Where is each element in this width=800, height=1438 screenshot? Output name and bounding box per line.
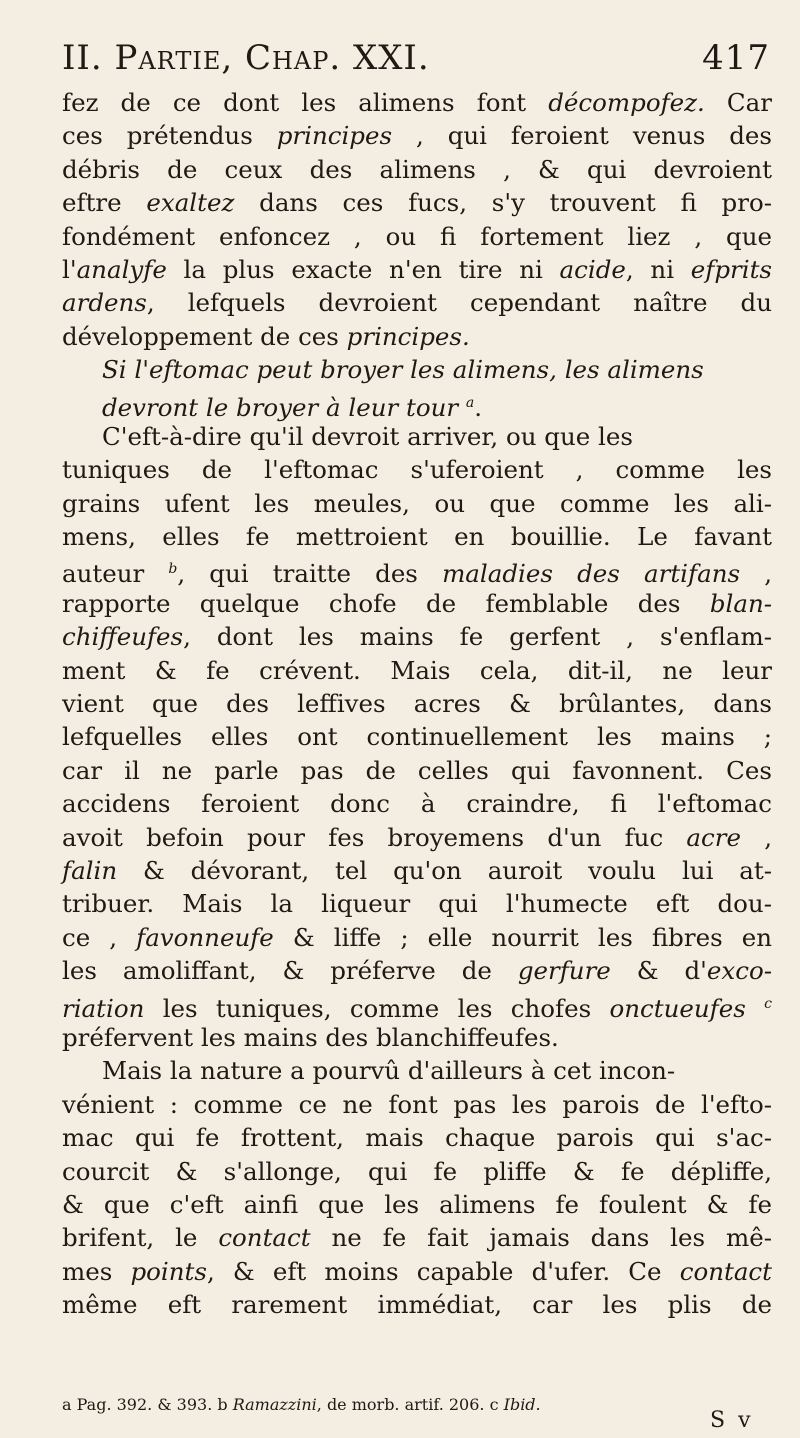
- text-segment: onctueufes: [609, 993, 746, 1023]
- text-segment: vénient : comme ce ne font pas les parois de l'efto-: [62, 1089, 772, 1119]
- text-line: [62, 487, 772, 520]
- text-segment: , dont les mains fe gerfent , s'enflam-: [183, 622, 772, 652]
- text-line: [62, 553, 772, 589]
- footnote-ref: c: [764, 995, 772, 1012]
- text-segment: décompofez.: [548, 88, 705, 117]
- text-line: [62, 1188, 772, 1221]
- text-line: [62, 1155, 772, 1188]
- text-line: [62, 353, 772, 386]
- text-segment: tuniques de l'eftomac s'uferoient , comme les: [62, 455, 772, 485]
- text-line: [62, 320, 772, 353]
- text-segment: principes: [276, 121, 393, 151]
- text-line: [62, 220, 772, 253]
- text-segment: fez de ce dont les alimens font: [62, 88, 549, 117]
- text-segment: gerfure: [517, 956, 611, 986]
- text-segment: principes.: [346, 321, 470, 351]
- text-segment: , & eft moins capable d'ufer. Ce: [206, 1256, 680, 1286]
- text-line: [62, 1021, 772, 1054]
- text-segment: falin: [62, 855, 118, 885]
- text-segment: les amoliffant, & préferve de: [62, 956, 518, 986]
- text-segment: ce ,: [62, 922, 137, 952]
- text-line: [62, 286, 772, 319]
- text-segment: ,: [740, 559, 772, 589]
- text-segment: même eft rarement immédiat, car les plis de: [62, 1290, 772, 1320]
- text-segment: , ni: [625, 254, 691, 284]
- text-segment: mens, elles fe mettroient en bouillie. Le favant: [62, 522, 772, 552]
- text-line: [62, 186, 772, 219]
- text-segment: accidens feroient donc à craindre, fi l'eftomac: [62, 789, 772, 819]
- text-segment: ardens: [62, 288, 147, 318]
- text-segment: acide: [559, 254, 626, 284]
- text-segment: devront le broyer à leur tour: [102, 392, 466, 422]
- text-segment: mac qui fe frottent, mais chaque parois qui s'ac-: [62, 1123, 772, 1153]
- running-head: [62, 38, 770, 78]
- text-line: [62, 988, 772, 1021]
- text-segment: la plus exacte n'en tire ni: [166, 254, 560, 284]
- text-line: [62, 420, 772, 453]
- text-line: [62, 119, 772, 152]
- text-line: [62, 387, 772, 420]
- text-line: [62, 153, 772, 186]
- text-segment: Car: [704, 88, 772, 117]
- text-line: [62, 86, 772, 119]
- text-segment: exaltez: [146, 188, 235, 218]
- text-line: [62, 1221, 772, 1254]
- text-segment: rapporte quelque chofe de femblable des: [62, 588, 710, 618]
- text-segment: car il ne parle pas de celles qui favonnent. Ces: [62, 755, 772, 785]
- text-segment: .: [474, 392, 483, 422]
- text-line: [62, 854, 772, 887]
- text-line: [62, 954, 772, 987]
- text-segment: ,: [740, 822, 773, 852]
- text-segment: les tuniques, comme les chofes: [144, 993, 610, 1023]
- text-segment: développement de ces: [62, 321, 347, 351]
- text-line: [62, 787, 772, 820]
- text-segment: brifent, le: [62, 1223, 219, 1253]
- text-segment: riation: [62, 993, 145, 1023]
- text-line: [62, 620, 772, 653]
- text-segment: contact: [679, 1256, 772, 1286]
- text-segment: , qui traitte des: [177, 559, 443, 589]
- text-segment: lefquelles elles ont continuellement les mains ;: [62, 722, 772, 752]
- text-segment: ment & fe crévent. Mais cela, dit-il, ne leur: [62, 655, 772, 685]
- text-segment: courcit & s'allonge, qui fe pliffe & fe dépliffe,: [62, 1156, 772, 1186]
- footnote-ref: a: [465, 394, 475, 411]
- footnote-ref: b: [168, 561, 178, 578]
- text-segment: efprits: [690, 254, 772, 284]
- text-segment: maladies des artifans: [442, 559, 741, 589]
- text-segment: exco-: [706, 956, 772, 986]
- footnote-segment: Ibid.: [503, 1395, 541, 1414]
- text-segment: C'eft-à-dire qu'il devroit arriver, ou que les: [102, 421, 633, 451]
- text-line: [62, 1121, 772, 1154]
- text-segment: Mais la nature a pourvû d'ailleurs à cet incon-: [102, 1056, 676, 1086]
- text-line: [62, 654, 772, 687]
- text-segment: & d': [610, 956, 707, 986]
- footnote-segment: Ramazzini: [232, 1395, 317, 1414]
- text-segment: Si l'eftomac peut broyer les alimens, les alimens: [102, 355, 704, 385]
- text-segment: blan-: [709, 588, 772, 618]
- text-segment: & dévorant, tel qu'on auroit voulu lui at-: [117, 855, 772, 885]
- text-segment: grains ufent les meules, ou que comme les ali-: [62, 488, 772, 518]
- text-line: [62, 453, 772, 486]
- text-segment: , qui feroient venus des: [392, 121, 772, 151]
- text-line: [62, 687, 772, 720]
- text-segment: contact: [218, 1223, 311, 1253]
- text-segment: eftre: [62, 188, 147, 218]
- text-line: [62, 1288, 772, 1321]
- text-line: [62, 1054, 772, 1087]
- text-segment: & liffe ; elle nourrit les fibres en: [273, 922, 772, 952]
- running-title: II. Partie, Chap. XXI.: [62, 38, 430, 78]
- text-line: [62, 921, 772, 954]
- text-line: [62, 587, 772, 620]
- text-segment: ces prétendus: [62, 121, 277, 151]
- page-number: 417: [702, 38, 770, 78]
- text-segment: préfervent les mains des blanchiffeufes.: [62, 1022, 559, 1052]
- text-segment: dans ces fucs, s'y trouvent fi pro-: [234, 188, 772, 218]
- text-line: [62, 1255, 772, 1288]
- text-segment: acre: [686, 822, 741, 852]
- text-segment: [746, 994, 764, 1023]
- text-line: [62, 253, 772, 286]
- text-line: [62, 1088, 772, 1121]
- text-segment: points: [130, 1256, 207, 1286]
- text-segment: & que c'eft ainfi que les alimens fe foulent & fe: [62, 1189, 772, 1219]
- text-line: [62, 821, 772, 854]
- text-segment: mes: [62, 1256, 131, 1286]
- footnote-segment: a Pag. 392. & 393. b: [62, 1395, 233, 1414]
- text-line: [62, 720, 772, 753]
- footnote-segment: , de morb. artif. 206. c: [316, 1395, 504, 1414]
- text-segment: fondément enfoncez , ou fi fortement liez , que: [62, 221, 772, 251]
- text-segment: chiffeufes: [62, 622, 184, 652]
- text-segment: ne fe fait jamais dans les mê-: [310, 1223, 772, 1253]
- text-line: [62, 520, 772, 553]
- signature-mark: S v: [710, 1408, 754, 1433]
- text-segment: tribuer. Mais la liqueur qui l'humecte eft dou-: [62, 889, 772, 919]
- text-segment: , lefquels devroient cependant naître du: [146, 288, 772, 318]
- text-segment: débris de ceux des alimens , & qui devroient: [62, 154, 772, 184]
- body-text: [62, 86, 772, 1321]
- text-segment: auteur: [62, 559, 169, 589]
- text-segment: favonneufe: [136, 922, 274, 952]
- text-line: [62, 887, 772, 920]
- text-segment: analyfe: [76, 254, 167, 284]
- text-segment: avoit befoin pour fes broyemens d'un fuc: [62, 822, 687, 852]
- text-segment: vient que des leffives acres & brûlantes, dans: [62, 689, 772, 719]
- footnotes: [62, 1395, 772, 1414]
- text-segment: l': [62, 254, 77, 284]
- text-line: [62, 754, 772, 787]
